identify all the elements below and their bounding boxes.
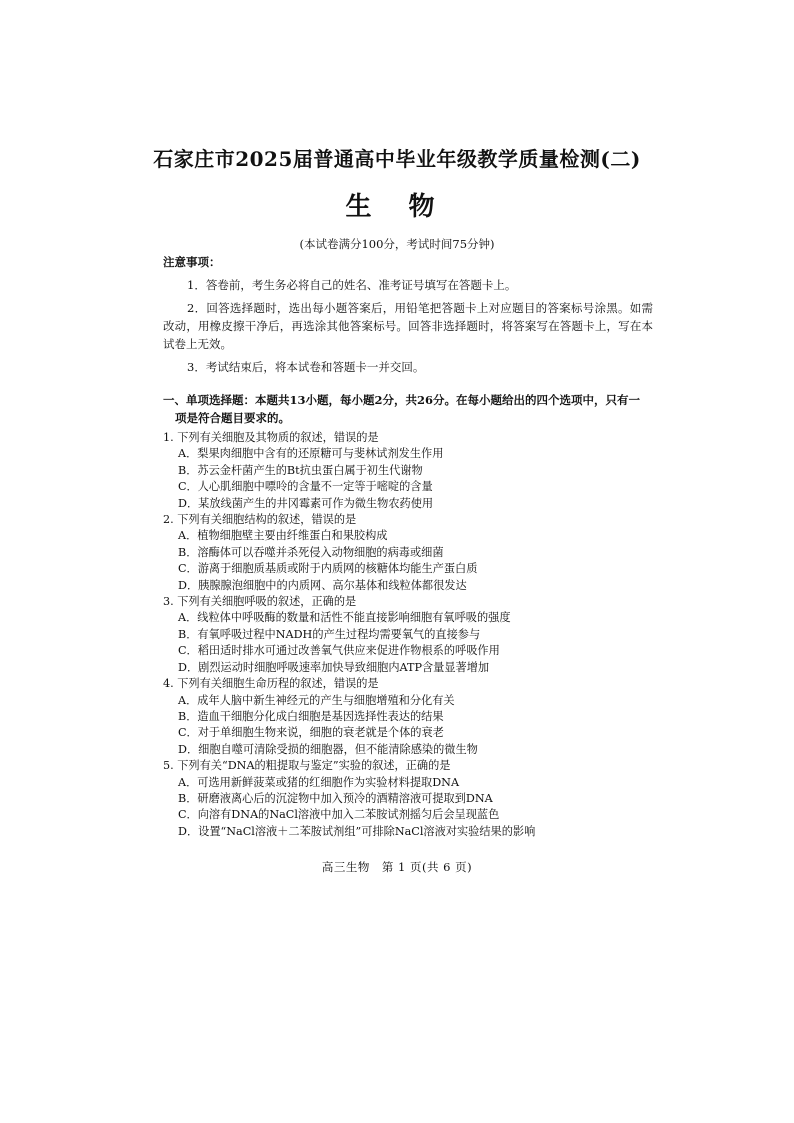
question-option: C．对于单细胞生物来说，细胞的衰老就是个体的衰老 xyxy=(178,726,444,740)
notice-item: 2．回答选择题时，选出每小题答案后，用铅笔把答题卡上对应题目的答案标号涂黑。如需改动，用橡皮擦干净后，再选涂其他答案标号。回答非选择题时，将答案写在答题卡上，写在本试卷上无效。 xyxy=(163,301,653,351)
question-option: A．成年人脑中新生神经元的产生与细胞增殖和分化有关 xyxy=(178,693,455,707)
section-heading-line: 一、单项选择题：本题共13小题，每小题2分，共26分。在每小题给出的四个选项中，只有一 xyxy=(163,393,641,407)
notice-heading: 注意事项： xyxy=(163,255,221,269)
question-option: C．游离于细胞质基质或附于内质网的核糖体均能生产蛋白质 xyxy=(178,562,478,576)
question-option: C．稻田适时排水可通过改善氧气供应来促进作物根系的呼吸作用 xyxy=(178,644,500,658)
notice-item: 3．考试结束后，将本试卷和答题卡一并交回。 xyxy=(187,360,425,374)
question-option: D．设置“NaCl溶液＋二苯胺试剂组”可排除NaCl溶液对实验结果的影响 xyxy=(178,824,536,838)
question-list xyxy=(163,430,653,840)
question-option: B．造血干细胞分化成白细胞是基因选择性表达的结果 xyxy=(178,709,444,723)
question-option: A．线粒体中呼吸酶的数量和活性不能直接影响细胞有氧呼吸的强度 xyxy=(178,611,511,625)
question-option: D．细胞自噬可清除受损的细胞器，但不能清除感染的微生物 xyxy=(178,742,478,756)
question-stem: 2. 下列有关细胞结构的叙述，错误的是 xyxy=(163,513,357,527)
question-stem: 1. 下列有关细胞及其物质的叙述，错误的是 xyxy=(163,431,379,444)
question-option: A．可选用新鲜菠菜或猪的红细胞作为实验材料提取DNA xyxy=(178,775,460,789)
page-footer: 高三生物 第 1 页(共 6 页) xyxy=(321,860,473,874)
notice-item: 1．答卷前，考生务必将自己的姓名、准考证号填写在答题卡上。 xyxy=(187,278,517,292)
question-stem: 3. 下列有关细胞呼吸的叙述，正确的是 xyxy=(163,595,357,609)
subject-title: 生 物 xyxy=(345,192,449,222)
score-info: (本试卷满分100分，考试时间75分钟) xyxy=(299,237,495,251)
question xyxy=(163,676,653,758)
question xyxy=(163,512,653,594)
question-option: B．研磨液离心后的沉淀物中加入预冷的酒精溶液可提取到DNA xyxy=(178,791,493,805)
question xyxy=(163,758,653,840)
question-option: A．梨果肉细胞中含有的还原糖可与斐林试剂发生作用 xyxy=(178,447,444,461)
question-option: D．某放线菌产生的井冈霉素可作为微生物农药使用 xyxy=(178,496,434,510)
exam-title: 石家庄市2025届普通高中毕业年级教学质量检测(二) xyxy=(153,147,641,171)
section-heading xyxy=(163,391,653,427)
notice-list xyxy=(163,276,653,381)
question-stem: 5. 下列有关“DNA的粗提取与鉴定”实验的叙述，正确的是 xyxy=(163,759,451,773)
question-option: D．剧烈运动时细胞呼吸速率加快导致细胞内ATP含量显著增加 xyxy=(178,660,490,674)
question-option: D．胰腺腺泡细胞中的内质网、高尔基体和线粒体都很发达 xyxy=(178,578,467,592)
question-option: B．有氧呼吸过程中NADH的产生过程均需要氧气的直接参与 xyxy=(178,627,481,641)
section-heading-line: 项是符合题目要求的。 xyxy=(175,411,290,425)
question-option: C．向溶有DNA的NaCl溶液中加入二苯胺试剂摇匀后会呈现蓝色 xyxy=(178,808,500,822)
question-option: C．人心肌细胞中嘌呤的含量不一定等于嘧啶的含量 xyxy=(178,480,433,494)
question xyxy=(163,594,653,676)
question xyxy=(163,430,653,512)
question-option: B．溶酶体可以吞噬并杀死侵入动物细胞的病毒或细菌 xyxy=(178,545,444,559)
question-option: A．植物细胞壁主要由纤维蛋白和果胶构成 xyxy=(178,529,388,543)
question-stem: 4. 下列有关细胞生命历程的叙述，错误的是 xyxy=(163,677,379,691)
question-option: B．苏云金杆菌产生的Bt抗虫蛋白属于初生代谢物 xyxy=(178,463,423,477)
